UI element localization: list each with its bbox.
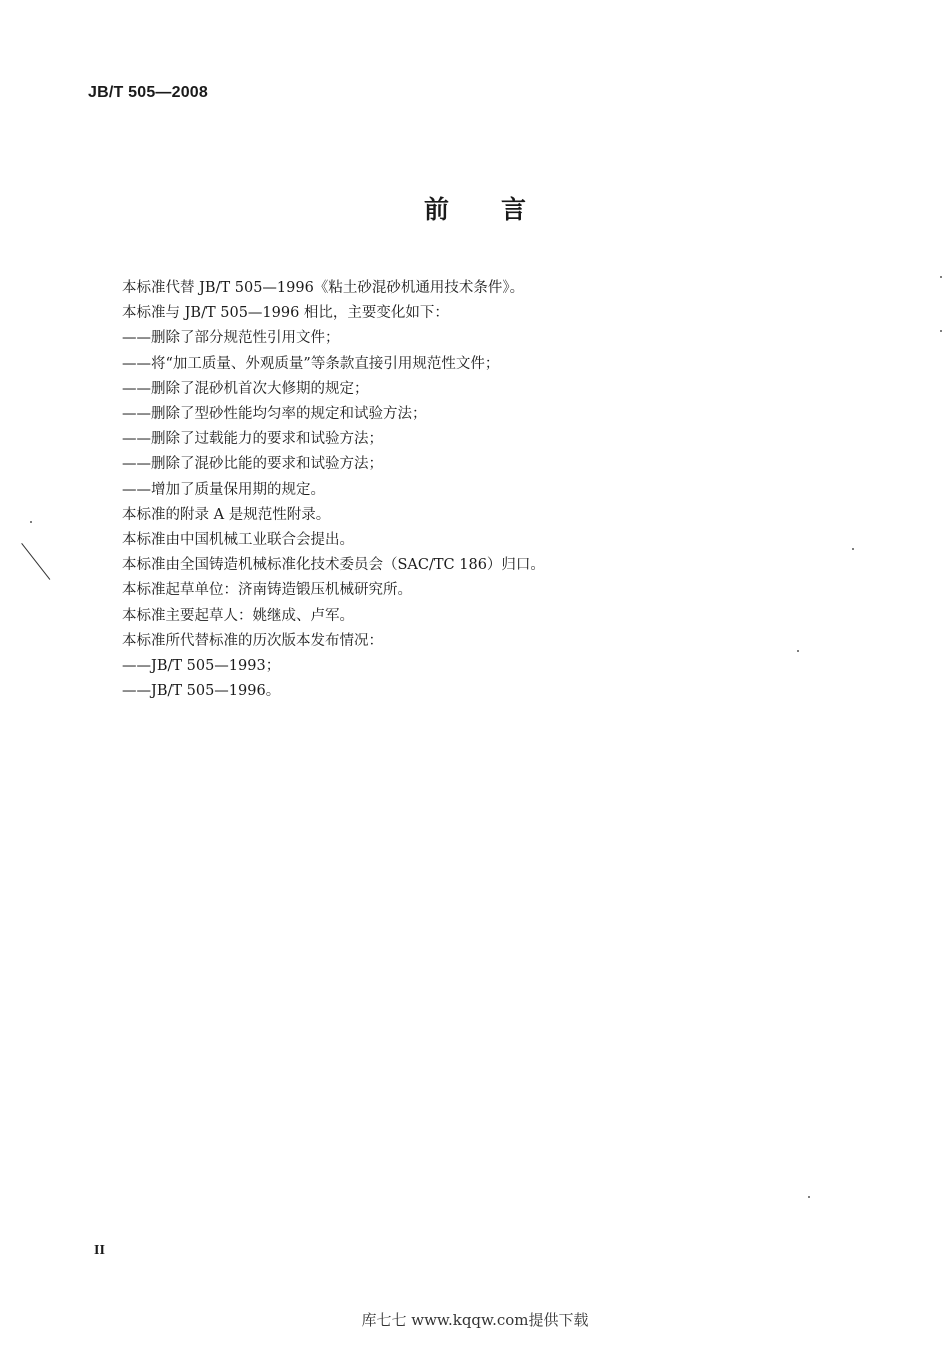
list-item: ——删除了混砂比能的要求和试验方法； — [122, 456, 383, 473]
list-item: ——JB/T 505—1993； — [122, 658, 281, 675]
paragraph-line: 本标准代替 JB/T 505—1996《粘土砂混砂机通用技术条件》。 — [122, 280, 525, 296]
download-watermark: 库七七 www.kqqw.com提供下载 — [361, 1311, 589, 1329]
scan-speck — [940, 330, 942, 332]
scan-speck — [797, 650, 799, 652]
scan-speck — [852, 548, 854, 550]
paragraph-line: 本标准由全国铸造机械标准化技术委员会（SAC/TC 186）归口。 — [122, 557, 545, 574]
scan-speck — [940, 276, 942, 278]
foreword-body — [122, 276, 742, 704]
paragraph-line: 本标准所代替标准的历次版本发布情况： — [122, 632, 383, 649]
list-item: ——增加了质量保用期的规定。 — [122, 481, 325, 498]
paragraph-line: 本标准的附录 A 是规范性附录。 — [122, 506, 331, 523]
list-item: ——删除了过载能力的要求和试验方法； — [122, 431, 383, 448]
list-item: ——删除了混砂机首次大修期的规定； — [122, 380, 369, 397]
paragraph-line: 本标准起草单位：济南铸造锻压机械研究所。 — [122, 582, 412, 599]
list-item: ——JB/T 505—1996。 — [122, 683, 281, 700]
list-item: ——删除了部分规范性引用文件； — [122, 330, 340, 347]
list-item: ——将“加工质量、外观质量”等条款直接引用规范性文件； — [122, 355, 500, 372]
scan-artifact-line — [21, 543, 50, 580]
paragraph-line: 本标准由中国机械工业联合会提出。 — [122, 532, 354, 549]
scan-speck — [30, 521, 32, 523]
title-char-2: 言 — [501, 195, 527, 224]
list-item: ——删除了型砂性能均匀率的规定和试验方法； — [122, 406, 427, 423]
page-number: II — [94, 1243, 105, 1258]
paragraph-line: 本标准与 JB/T 505—1996 相比，主要变化如下： — [122, 305, 449, 322]
title-char-1: 前 — [423, 195, 449, 224]
standard-code: JB/T 505—2008 — [88, 84, 209, 101]
paragraph-line: 本标准主要起草人：姚继成、卢军。 — [122, 607, 354, 624]
scan-speck — [808, 1196, 810, 1198]
page-title — [0, 190, 950, 226]
